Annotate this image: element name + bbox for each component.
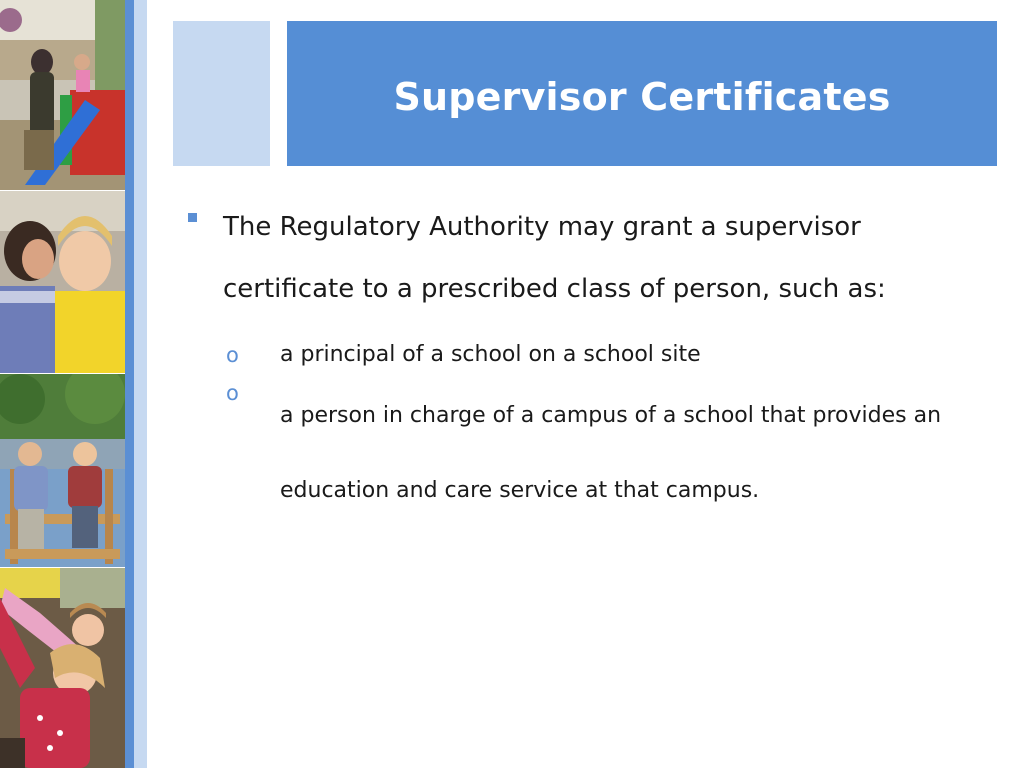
slide-title: Supervisor Certificates <box>393 74 891 119</box>
bullet-text: The Regulatory Authority may grant a supervisor certificate to a prescribed class of person, such as: <box>223 212 886 304</box>
accent-bar-dark <box>125 0 134 768</box>
photo-girls-playing <box>0 568 125 768</box>
title-box <box>287 21 997 166</box>
sub-bullet-text: a person in charge of a campus of a school that provides an education and care service at that campus. <box>280 403 942 503</box>
photo-children-on-climbing-frame <box>0 374 125 567</box>
sub-bullet-list <box>182 340 1002 528</box>
photo-strip <box>0 0 125 768</box>
circle-bullet-icon: o <box>226 381 239 405</box>
circle-bullet-icon: o <box>226 343 239 367</box>
sub-bullet-item <box>182 378 1002 528</box>
slide-content <box>182 196 1002 558</box>
accent-bar-light <box>134 0 147 768</box>
bullet-item <box>182 196 1002 320</box>
photo-children-whispering <box>0 191 125 373</box>
photo-playground-slide <box>0 0 125 190</box>
square-bullet-icon <box>188 213 197 222</box>
title-accent-square <box>173 21 270 166</box>
sub-bullet-item <box>182 340 1002 370</box>
sub-bullet-text: a principal of a school on a school site <box>280 342 701 367</box>
